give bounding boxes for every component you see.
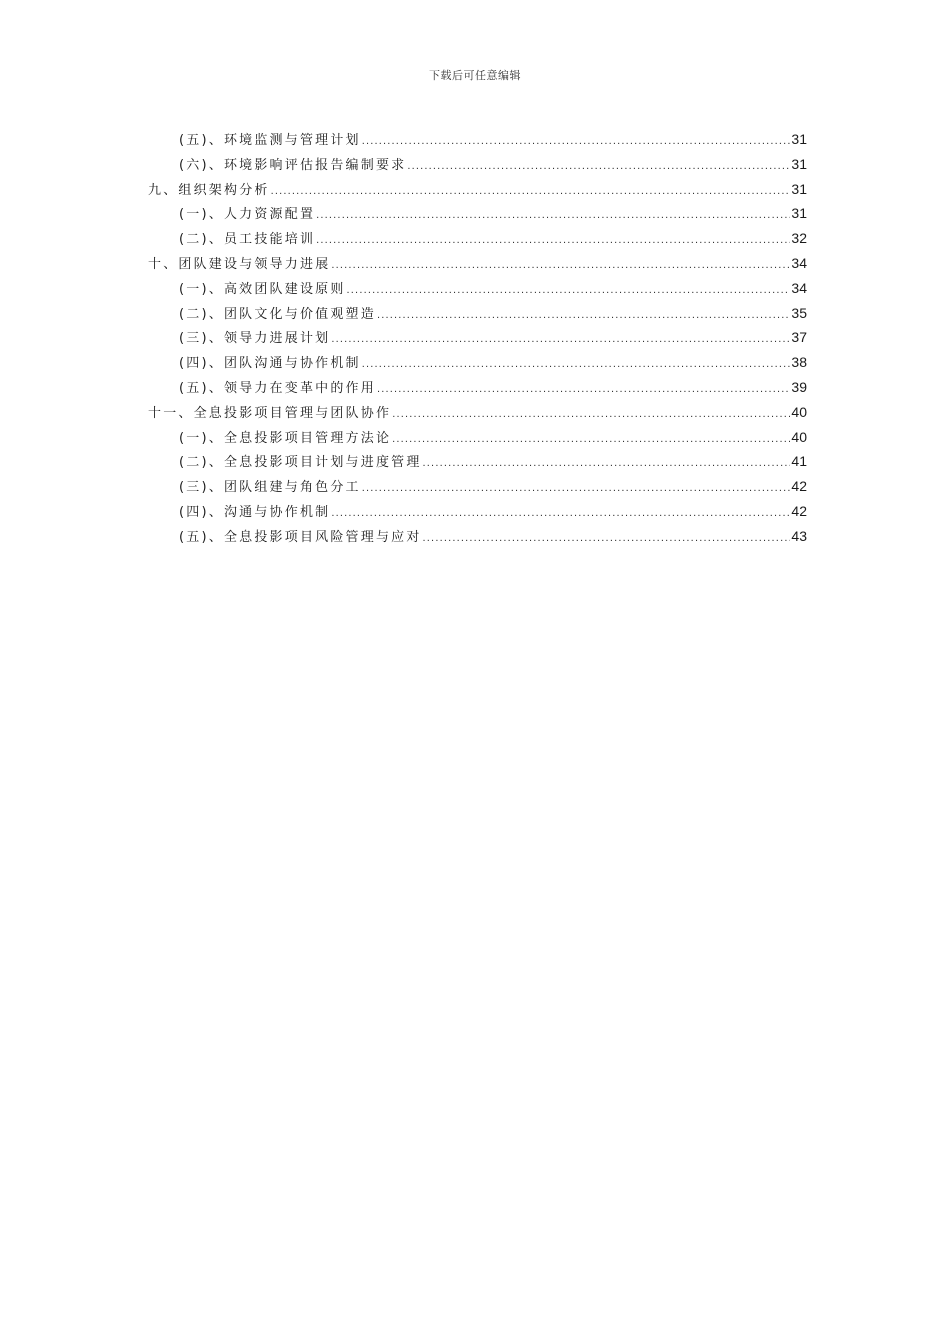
- toc-entry[interactable]: [148, 301, 807, 326]
- toc-entry-page: 31: [791, 131, 807, 147]
- toc-entry-page: 31: [791, 155, 807, 172]
- toc-leader-dots: [392, 402, 790, 427]
- toc-entry-title: (五)、环境监测与管理计划: [179, 133, 361, 148]
- toc-entry-title: (三)、领导力进展计划: [179, 331, 331, 347]
- toc-entry[interactable]: [148, 201, 807, 226]
- toc-entry-page: 34: [791, 279, 807, 296]
- toc-entry[interactable]: [148, 499, 807, 524]
- toc-entry[interactable]: [148, 177, 807, 202]
- toc-entry-title: (一)、人力资源配置: [179, 207, 316, 223]
- toc-entry[interactable]: [148, 325, 807, 350]
- toc-entry-page: 41: [791, 453, 807, 470]
- toc-leader-dots: [377, 377, 790, 402]
- toc-entry[interactable]: [148, 350, 807, 375]
- toc-entry[interactable]: [148, 400, 807, 425]
- toc-leader-dots: [362, 476, 791, 501]
- toc-entry[interactable]: [148, 226, 807, 251]
- toc-leader-dots: [331, 501, 790, 526]
- toc-entry[interactable]: [148, 127, 807, 152]
- toc-entry-page: 34: [791, 254, 807, 271]
- toc-leader-dots: [331, 253, 790, 278]
- toc-leader-dots: [331, 327, 790, 352]
- toc-leader-dots: [362, 129, 791, 154]
- toc-entry-title: 九、组织架构分析: [148, 182, 270, 198]
- toc-leader-dots: [407, 154, 790, 179]
- toc-entry[interactable]: [148, 375, 807, 400]
- toc-entry-title: (二)、员工技能培训: [179, 232, 316, 248]
- toc-leader-dots: [392, 427, 790, 452]
- toc-entry[interactable]: [148, 425, 807, 450]
- toc-entry-page: 31: [791, 205, 807, 222]
- toc-entry-title: 十、团队建设与领导力进展: [148, 256, 331, 272]
- toc-entry-page: 42: [791, 502, 807, 519]
- page-header: 下载后可任意编辑: [429, 69, 521, 82]
- toc-entry-title: (五)、领导力在变革中的作用: [179, 380, 376, 396]
- toc-entry-page: 35: [791, 304, 807, 321]
- toc-leader-dots: [347, 278, 791, 303]
- toc-entry-title: (一)、全息投影项目管理方法论: [179, 430, 392, 446]
- toc-entry-title: (六)、环境影响评估报告编制要求: [179, 157, 407, 173]
- toc-entry-title: (四)、团队沟通与协作机制: [179, 356, 361, 372]
- toc-entry-page: 40: [791, 428, 807, 445]
- toc-leader-dots: [377, 303, 790, 328]
- toc-entry[interactable]: [148, 474, 807, 499]
- toc-entry[interactable]: [148, 251, 807, 276]
- toc-entry-title: (二)、全息投影项目计划与进度管理: [179, 455, 422, 471]
- toc-entry-page: 37: [791, 329, 807, 346]
- toc-entry-title: (一)、高效团队建设原则: [179, 281, 346, 297]
- toc-entry-page: 42: [791, 478, 807, 495]
- toc-leader-dots: [316, 203, 790, 228]
- toc-entry-page: 38: [791, 354, 807, 371]
- table-of-contents: [148, 127, 807, 549]
- toc-leader-dots: [362, 352, 791, 377]
- toc-entry[interactable]: [148, 524, 807, 549]
- toc-leader-dots: [423, 451, 791, 476]
- toc-entry-title: (二)、团队文化与价值观塑造: [179, 306, 376, 322]
- toc-entry-page: 43: [791, 527, 807, 544]
- toc-entry-title: (五)、全息投影项目风险管理与应对: [179, 529, 422, 545]
- toc-entry-page: 31: [791, 180, 807, 197]
- toc-entry-title: (三)、团队组建与角色分工: [179, 480, 361, 496]
- toc-entry-title: 十一、全息投影项目管理与团队协作: [148, 405, 392, 421]
- toc-entry[interactable]: [148, 152, 807, 177]
- toc-entry[interactable]: [148, 276, 807, 301]
- toc-entry-page: 32: [791, 230, 807, 247]
- toc-leader-dots: [271, 179, 791, 204]
- toc-leader-dots: [316, 228, 790, 253]
- toc-entry-page: 39: [791, 378, 807, 395]
- toc-entry[interactable]: [148, 449, 807, 474]
- toc-entry-title: (四)、沟通与协作机制: [179, 504, 331, 520]
- toc-entry-page: 40: [791, 403, 807, 420]
- toc-leader-dots: [423, 526, 791, 551]
